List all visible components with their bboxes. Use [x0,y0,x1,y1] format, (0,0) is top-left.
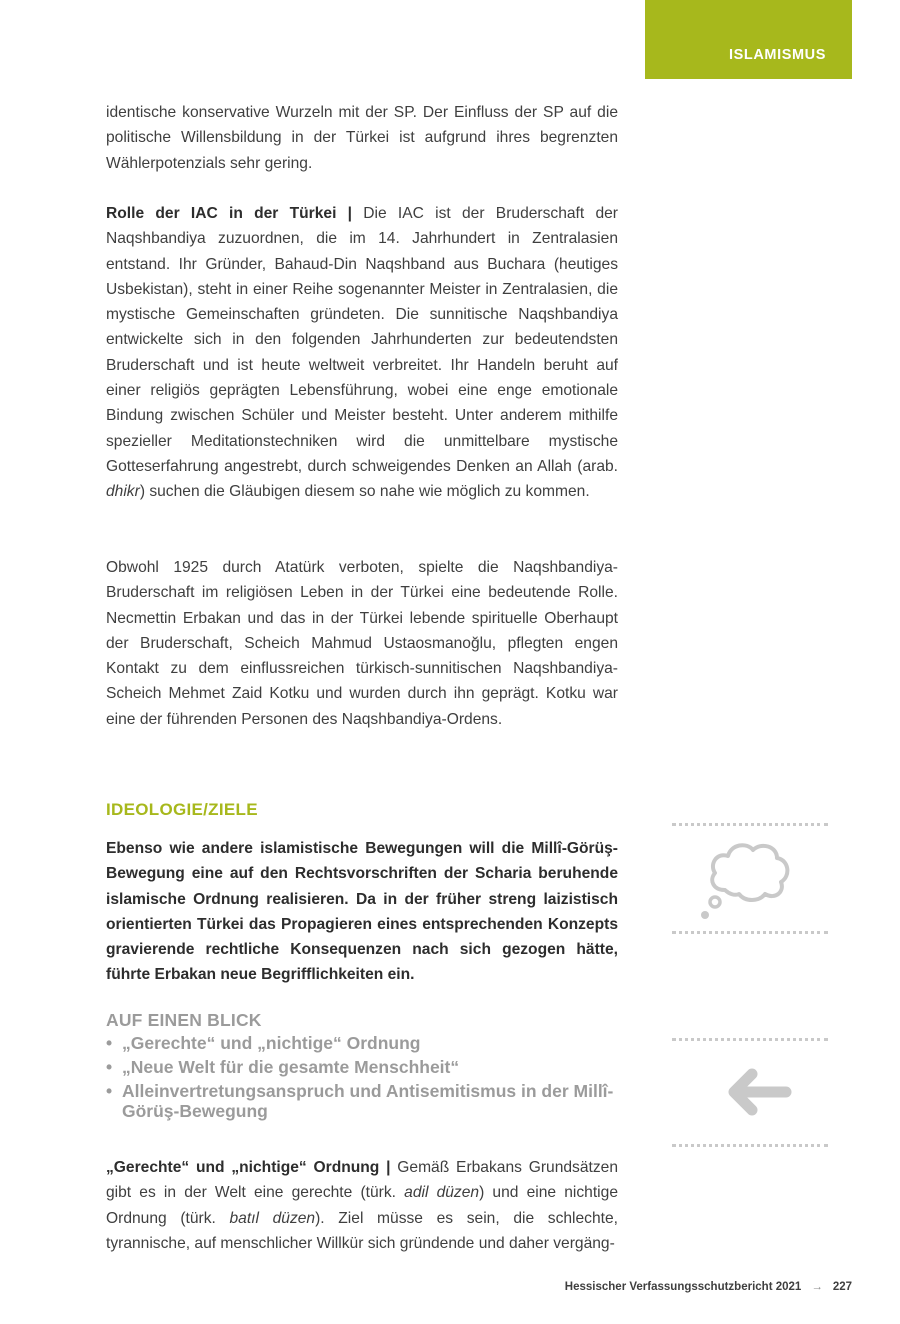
dotted-divider [672,1038,828,1041]
arrow-left-icon [726,1068,792,1116]
paragraph-2 [106,201,618,505]
paragraph-1-text: identische konservative Wurzeln mit der SP. Der Einfluss der SP auf die politische Willensbildung in der Türkei ist aufgrund ihres begrenzten Wählerpotenzials sehr gering. [106,104,618,172]
page-footer [565,1281,852,1293]
paragraph-last-text-c: ). Ziel müsse es sein, die schlechte, tyrannische, auf menschlicher Willkür sich gründende und daher vergäng- [106,1209,618,1252]
section-lead: Ebenso wie andere islamistische Bewegungen will die Millî-Görüş-Bewegung eine auf den Rechtsvorschriften der Scharia beruhende islamische Ordnung realisieren. Da in der früher streng laizistisch orientierten Türkei das Propagieren eines entsprechenden Konzepts gravierende rechtliche Konsequenzen nach sich gezogen hätte, führte Erbakan neue Begrifflichkeiten ein. [106,840,618,984]
paragraph-2-lead: Rolle der IAC in der Türkei | [106,205,353,222]
paragraph-3 [106,555,618,732]
dotted-divider [672,823,828,826]
arrow-right-icon: → [811,1281,823,1293]
paragraph-last-text-b: ) und eine nichtige Ordnung (türk. [106,1184,618,1227]
dotted-divider [672,931,828,934]
page-number: 227 [832,1281,852,1293]
section-tab-label: ISLAMISMUS [728,47,826,63]
paragraph-3-text: Obwohl 1925 durch Atatürk verboten, spielte die Naqshbandiya-Bruderschaft im religiösen Leben in der Türkei eine bedeutende Rolle. Necmettin Erbakan und das in der Türkei lebende spirituelle Oberhaupt der Bruderschaft, Scheich Mahmud Ustaosmanoğlu, pflegten engen Kontakt zu dem einflussreichen türkisch-sunnitischen Naqshbandiya-Scheich Mehmet Zaid Kotku und wurden durch ihn geprägt. Kotku war eine der führenden Personen des Naqshbandiya-Ordens. [106,559,618,728]
paragraph-last-lead: „Gerechte“ und „nichtige“ Ordnung | [106,1159,391,1176]
list-item: • „Neue Welt für die gesamte Menschheit“ [106,1057,626,1077]
list-item: • Alleinvertretungsanspruch und Antisemitismus in der Millî-Görüş-Bewegung [106,1081,626,1121]
thought-bubble-icon [695,838,799,922]
footer-source: Hessischer Verfassungsschutzbericht 2021 [564,1281,802,1293]
paragraph-last-text-a: Gemäß Erbakans Grundsätzen gibt es in der Welt eine gerechte (türk. [106,1159,618,1202]
paragraph-2-italic: dhikr [106,483,140,501]
at-a-glance-list [106,1033,626,1121]
section-heading: IDEOLOGIE/ZIELE [106,800,258,819]
paragraph-last-italic-2: batıl düzen [229,1209,316,1227]
paragraph-2-text-b: ) suchen die Gläubigen diesem so nahe wie möglich zu kommen. [139,483,590,501]
list-item: • „Gerechte“ und „nichtige“ Ordnung [106,1033,626,1053]
paragraph-1 [106,100,618,176]
dotted-divider [672,1144,828,1147]
paragraph-2-text-a: Die IAC ist der Bruderschaft der Naqshbandiya zuzuordnen, die im 14. Jahrhundert in Zentralasien entstand. Ihr Gründer, Bahaud-Din Naqshband aus Buchara (heutiges Usbekistan), steht in einer Reihe sogenannter Meister in Zentralasien, die mystische Gemeinschaften gründeten. Die sunnitische Naqshbandiya entwickelte sich in den folgenden Jahrhunderten zur bedeutendsten Bruderschaft und ist heute weltweit verbreitet. Ihr Handeln beruht auf einer religiös geprägten Lebensführung, wobei eine enge emotionale Bindung zwischen Schüler und Meister besteht. Unter anderem mithilfe spezieller Meditationstechniken wird die unmittelbare mystische Gotteserfahrung angestrebt, durch schweigendes Denken an Allah (arab. [106,205,618,475]
at-a-glance-heading: AUF EINEN BLICK [106,1010,262,1030]
paragraph-last [106,1155,618,1256]
at-a-glance-box [106,1010,626,1125]
paragraph-last-italic-1: adil düzen [404,1184,480,1202]
section-tab [645,0,852,79]
